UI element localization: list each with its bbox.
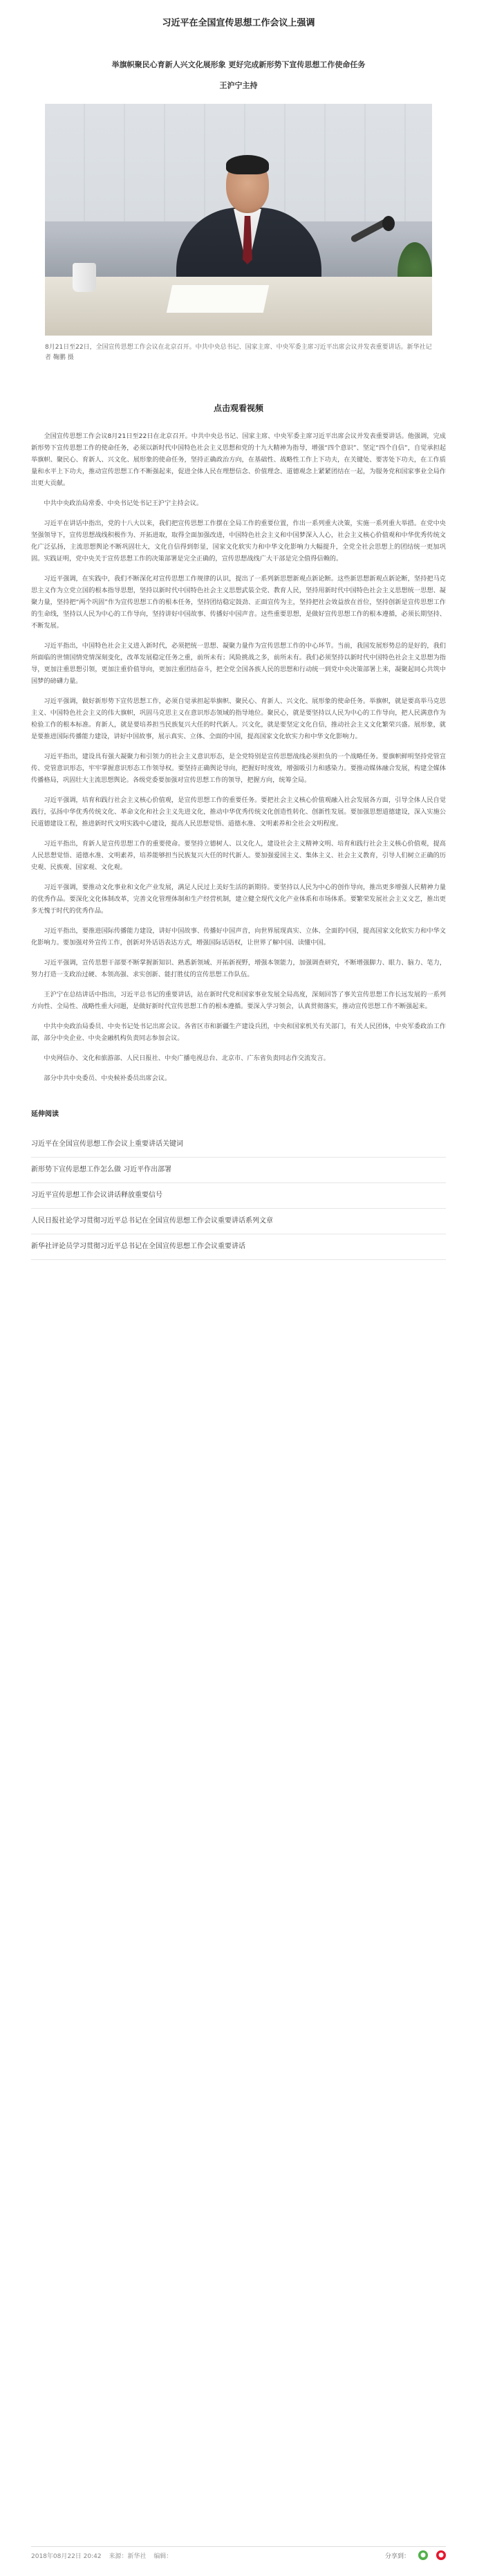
article-title: 习近平在全国宣传思想工作会议上强调 xyxy=(162,18,315,28)
paragraph: 全国宣传思想工作会议8月21日至22日在北京召开。中共中央总书记、国家主席、中央军委主席习近平出席会议并发表重要讲话。他强调，完成新形势下宣传思想工作的使命任务，必须以新时代中国特色社会主义思想和党的十九大精神为指导，增强“四个意识”、坚定“四个自信”，自觉承担起举旗帜、聚民心、育新人、兴文化、展形象的使命任务，坚持正确政治方向，在基础性、战略性工作上下功夫，在关键处、要害处下功夫，在工作质量和水平上下功夫，推动宣传思想工作不断强起来，促进全体人民在理想信念、价值理念、道德观念上紧紧团结在一起，为服务党和国家事业全局作出更大贡献。 xyxy=(31,432,446,487)
article-editor: 编辑： xyxy=(153,2552,173,2560)
paragraph: 中共中央政治局委员、中央书记处书记出席会议。各省区市和新疆生产建设兵团，中央和国家机关有关部门，有关人民团体，中央军委政治工作部，部分中央企业、中央金融机构负责同志参加会议。 xyxy=(31,1023,446,1042)
weibo-share-icon[interactable]: ● xyxy=(436,2550,446,2560)
paragraph: 中共中央政治局常委、中央书记处书记王沪宁主持会议。 xyxy=(44,500,203,507)
article-byline: 王沪宁主持 xyxy=(219,81,258,90)
wechat-share-icon[interactable]: ● xyxy=(418,2550,428,2560)
paragraph: 习近平指出，中国特色社会主义进入新时代，必须把统一思想、凝聚力量作为宣传思想工作的中心环节。当前，我国发展形势总的是好的，我们所面临的世情国情党情深刻变化，改革发展稳定任务之重，前所未有；风险挑战之多，前所未有。我们必须坚持以新时代中国特色社会主义思想为指导，更加注重思想引领，更加注重价值导向，更加注重团结奋斗，把全党全国各族人民的思想和行动统一到党中央决策部署上来，凝聚起同心共筑中国梦的磅礴力量。 xyxy=(31,642,446,685)
related-link[interactable]: 习近平宣传思想工作会议讲话释放重要信号 xyxy=(31,1183,446,1209)
article-body xyxy=(31,430,446,1084)
publish-date: 2018年08月22日 20:42 xyxy=(31,2552,102,2560)
share-label: 分享到： xyxy=(384,2552,410,2560)
paragraph: 习近平强调，要推动文化事业和文化产业发展，满足人民过上美好生活的新期待。要坚持以人民为中心的创作导向，推出更多增强人民精神力量的优秀作品。要深化文化体制改革，完善文化管理体制和生产经营机制，建立健全现代文化产业体系和市场体系。要繁荣发展社会主义文艺，推出更多无愧于时代的优秀作品。 xyxy=(31,884,446,915)
photo-paper xyxy=(167,285,270,313)
related-reading xyxy=(31,1108,446,1260)
paragraph: 习近平强调，宣传思想干部要不断掌握新知识、熟悉新领域、开拓新视野，增强本领能力，加强调查研究，不断增强脚力、眼力、脑力、笔力，努力打造一支政治过硬、本领高强、求实创新、能打胜仗的宣传思想工作队伍。 xyxy=(31,959,446,978)
news-photo xyxy=(45,104,432,336)
paragraph: 习近平强调，做好新形势下宣传思想工作，必须自觉承担起举旗帜、聚民心、育新人、兴文化、展形象的使命任务。举旗帜，就是要高举马克思主义、中国特色社会主义的伟大旗帜，巩固马克思主义在意识形态领域的指导地位。聚民心，就是要坚持以人民为中心的工作导向，把人民满意作为检验工作的根本标准。育新人，就是要培养担当民族复兴大任的时代新人。兴文化，就是要坚定文化自信，推动社会主义文化繁荣兴盛。展形象，就是要推进国际传播能力建设，讲好中国故事，展示真实、立体、全面的中国，提高国家文化软实力和中华文化影响力。 xyxy=(31,697,446,740)
related-link[interactable]: 新形势下宣传思想工作怎么做 习近平作出部署 xyxy=(31,1158,446,1183)
paragraph: 习近平指出，育新人是宣传思想工作的重要使命。要坚持立德树人、以文化人，建设社会主义精神文明、培育和践行社会主义核心价值观，提高人民思想觉悟、道德水准、文明素养，培养能够担当民族复兴大任的时代新人。要加强爱国主义、集体主义、社会主义教育，引导人们树立正确的历史观、民族观、国家观、文化观。 xyxy=(31,840,446,871)
related-list xyxy=(31,1132,446,1260)
paragraph: 部分中共中央委员、中央候补委员出席会议。 xyxy=(44,1075,171,1082)
related-link[interactable]: 新华社评论员学习贯彻习近平总书记在全国宣传思想工作会议重要讲话 xyxy=(31,1234,446,1260)
related-link[interactable]: 人民日报社论学习贯彻习近平总书记在全国宣传思想工作会议重要讲话系列文章 xyxy=(31,1209,446,1234)
paragraph: 习近平强调，在实践中，我们不断深化对宣传思想工作规律的认识，提出了一系列新思想新观点新论断。这些新思想新观点新论断，坚持把马克思主义作为立党立国的根本指导思想，坚持以新时代中国特色社会主义思想武装全党、教育人民，坚持用新时代中国特色社会主义思想统一思想、凝聚力量，坚持把“两个巩固”作为宣传思想工作的根本任务，坚持团结稳定鼓劲、正面宣传为主，坚持把社会效益放在首位，坚持创新是宣传思想工作的生命线，坚持以人民为中心的工作导向，坚持讲好中国故事、传播好中国声音。这些重要思想，是做好宣传思想工作的根本遵循，必须长期坚持、不断发展。 xyxy=(31,575,446,630)
paragraph: 习近平在讲话中指出，党的十八大以来，我们把宣传思想工作摆在全局工作的重要位置，作出一系列重大决策，实施一系列重大举措。在党中央坚强领导下，宣传思想战线积极作为、开拓进取，取得全面加强改进，中国特色社会主义和中国梦深入人心，社会主义核心价值观和中华优秀传统文化广泛弘扬，主流思想舆论不断巩固壮大，文化自信得到彰显，国家文化软实力和中华文化影响力大幅提升，全党全社会思想上的团结统一更加巩固。实践证明，党中央关于宣传思想工作的决策部署是完全正确的，宣传思想战线广大干部是完全值得信赖的。 xyxy=(31,520,446,563)
article-subtitle: 举旗帜聚民心育新人兴文化展形象 更好完成新形势下宣传思想工作使命任务 xyxy=(111,60,366,69)
article-source: 来源：新华社 xyxy=(109,2552,147,2560)
related-heading: 延伸阅读 xyxy=(31,1111,59,1118)
paragraph: 习近平指出，要推进国际传播能力建设，讲好中国故事、传播好中国声音，向世界展现真实、立体、全面的中国，提高国家文化软实力和中华文化影响力。要加强对外宣传工作，创新对外话语表达方式，增强国际话语权，让世界了解中国、读懂中国。 xyxy=(31,927,446,947)
video-link-title[interactable]: 点击观看视频 xyxy=(213,403,263,413)
paragraph: 王沪宁在总结讲话中指出，习近平总书记的重要讲话，站在新时代党和国家事业发展全局高度，深刻回答了事关宣传思想工作长远发展的一系列方向性、全局性、战略性重大问题，是做好新时代宣传思想工作的根本遵循。要深入学习领会，认真贯彻落实，推动宣传思想工作不断强起来。 xyxy=(31,991,446,1010)
article-footer xyxy=(31,2546,446,2564)
paragraph: 习近平强调，培育和践行社会主义核心价值观，是宣传思想工作的重要任务。要把社会主义核心价值观融入社会发展各方面，引导全体人民自觉践行，弘扬中华优秀传统文化、革命文化和社会主义先进文化，推动中华优秀传统文化创造性转化、创新性发展。要加强思想道德建设，深入实施公民道德建设工程，推进新时代文明实践中心建设，提高人民思想觉悟、道德水准、文明素养和全社会文明程度。 xyxy=(31,796,446,828)
related-link[interactable]: 习近平在全国宣传思想工作会议上重要讲话关键词 xyxy=(31,1132,446,1158)
paragraph: 习近平指出，建设具有强大凝聚力和引领力的社会主义意识形态，是全党特别是宣传思想战线必须担负的一个战略任务。要旗帜鲜明坚持党管宣传、党管意识形态，牢牢掌握意识形态工作领导权。要坚持正确舆论导向，把握好时度效，增强吸引力和感染力。要推动媒体融合发展，构建全媒体传播格局，巩固壮大主流思想舆论。各级党委要加强对宣传思想工作的领导，把握方向，统筹全局。 xyxy=(31,753,446,784)
photo-cup xyxy=(73,263,96,292)
photo-caption: 8月21日至22日，全国宣传思想工作会议在北京召开。中共中央总书记、国家主席、中央军委主席习近平出席会议并发表重要讲话。新华社记者 鞠鹏 摄 xyxy=(45,344,432,361)
paragraph: 中央网信办、文化和旅游部、人民日报社、中央广播电视总台、北京市、广东省负责同志作交流发言。 xyxy=(44,1054,330,1062)
